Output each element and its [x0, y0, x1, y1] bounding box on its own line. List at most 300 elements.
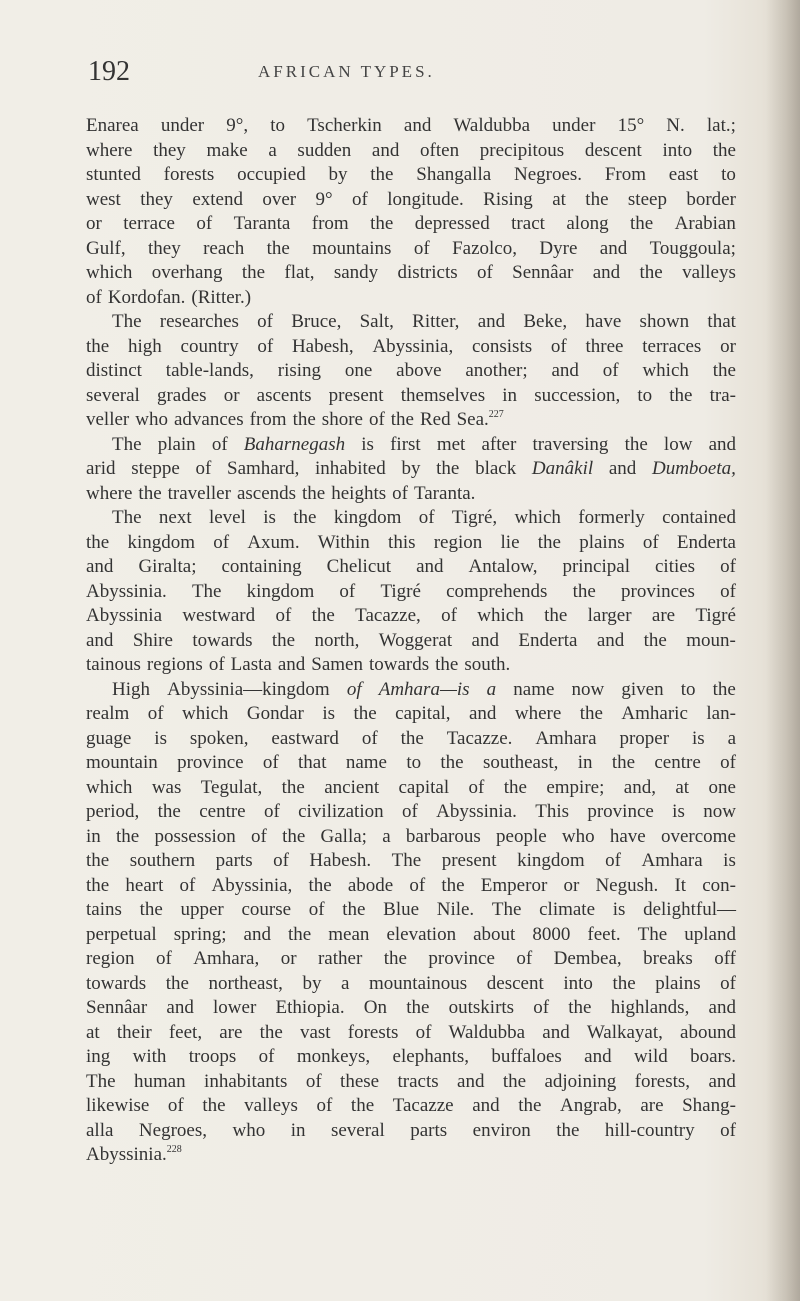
- word: have: [609, 825, 646, 847]
- word: and: [166, 997, 194, 1018]
- word: the: [311, 605, 335, 626]
- word: lan-: [706, 703, 736, 724]
- word: the: [350, 1095, 375, 1116]
- word: several: [330, 1119, 385, 1141]
- word: Amhara,: [193, 948, 260, 969]
- word: is: [154, 727, 167, 749]
- word: and: [596, 629, 625, 651]
- word: centre: [199, 801, 246, 822]
- word: is: [612, 899, 626, 920]
- word: and: [551, 360, 579, 381]
- word: Fazolco,: [452, 237, 517, 259]
- word: Tigré: [695, 605, 736, 626]
- word: Bruce,: [291, 311, 342, 332]
- word: which: [182, 703, 229, 724]
- word: border: [686, 188, 736, 210]
- word: towards: [368, 654, 430, 675]
- word: of: [179, 874, 196, 896]
- word: plains: [655, 972, 701, 994]
- word: and: [471, 629, 499, 651]
- word: people: [496, 825, 547, 847]
- word: environ: [472, 1119, 531, 1141]
- word: of: [415, 1021, 432, 1043]
- word: the: [293, 507, 317, 528]
- word: Enderta: [676, 531, 736, 553]
- word: regions: [146, 654, 203, 675]
- word: tracts: [397, 1070, 439, 1092]
- word: that: [707, 311, 736, 332]
- word: overcome: [660, 825, 736, 847]
- word: ing: [86, 1046, 111, 1067]
- word: province: [587, 801, 654, 822]
- word: delightful—: [643, 899, 736, 920]
- word: from: [249, 409, 287, 430]
- word: is: [361, 433, 374, 455]
- word: of: [401, 801, 418, 822]
- word: 15°: [617, 115, 645, 136]
- text-line: [86, 800, 736, 825]
- word: is: [263, 507, 276, 528]
- word: of: [275, 605, 292, 626]
- word: adjoining: [544, 1070, 617, 1092]
- word: under: [552, 115, 596, 136]
- word: Amhara—is: [378, 678, 470, 700]
- word: a: [727, 727, 736, 749]
- word: is: [672, 801, 685, 822]
- word: provinces: [621, 580, 695, 602]
- word: wild: [633, 1046, 668, 1067]
- word: where: [86, 139, 133, 161]
- word: the: [116, 825, 140, 847]
- word: over: [262, 188, 297, 210]
- word: is: [322, 703, 336, 724]
- text-line: [86, 996, 736, 1021]
- word: Blue: [383, 899, 420, 920]
- word: the: [271, 629, 296, 651]
- word: the: [503, 776, 527, 798]
- word: of: [392, 482, 408, 504]
- word: spring;: [173, 923, 227, 945]
- word: centre: [654, 752, 701, 773]
- word: of: [263, 801, 280, 822]
- word: The: [391, 850, 422, 871]
- word: of: [257, 335, 274, 357]
- word: present: [328, 384, 384, 406]
- word: kingdom: [333, 507, 402, 528]
- word: steppe: [131, 458, 180, 479]
- word: where: [514, 703, 562, 724]
- word: from: [311, 213, 349, 234]
- word: Enderta: [518, 629, 578, 651]
- word: and: [468, 703, 497, 724]
- word: abode: [347, 874, 394, 896]
- text-line: [86, 433, 736, 458]
- word: often: [420, 139, 460, 161]
- word: districts: [397, 262, 458, 283]
- word: that: [298, 752, 327, 773]
- word: east: [668, 164, 699, 185]
- word: several: [86, 384, 140, 406]
- word: Dyre: [539, 237, 578, 259]
- word: of: [409, 874, 426, 896]
- text-line: [86, 335, 736, 360]
- word: Abyssinia.: [436, 801, 517, 822]
- word: Arabian: [674, 213, 736, 234]
- word: Enarea: [86, 115, 139, 136]
- word: Red: [420, 409, 451, 430]
- text-line: [86, 212, 736, 237]
- word: and: [599, 237, 628, 259]
- word: northeast,: [208, 972, 283, 994]
- word: of: [251, 825, 267, 847]
- word: make: [206, 139, 248, 161]
- body-text: [86, 114, 736, 1168]
- word: of: [195, 458, 212, 479]
- word: north,: [314, 629, 360, 651]
- word: Samen: [311, 654, 363, 675]
- word: Amharic: [621, 703, 688, 724]
- word: the: [440, 752, 464, 773]
- word: ancient: [324, 776, 380, 798]
- word: sandy: [333, 262, 379, 283]
- word: comprehends: [446, 580, 548, 602]
- text-line: [86, 163, 736, 188]
- word: the: [712, 360, 736, 381]
- word: rising: [277, 360, 322, 381]
- word: country: [180, 335, 239, 357]
- word: elevation: [386, 923, 457, 945]
- text-line: [86, 506, 736, 531]
- word: Abyssinia,: [372, 335, 454, 357]
- word: which: [86, 776, 133, 798]
- text-line: [86, 678, 736, 703]
- word: valleys: [682, 262, 736, 283]
- word: above: [396, 360, 442, 381]
- word: lie: [500, 531, 520, 553]
- word: Tacazze,: [355, 605, 421, 626]
- word: Walkayat,: [586, 1021, 663, 1043]
- word: occupied: [237, 164, 306, 185]
- word: 9°: [315, 188, 333, 210]
- word: they: [147, 237, 181, 259]
- text-line: [86, 1119, 736, 1144]
- word: of: [273, 850, 289, 871]
- word: the: [502, 1070, 527, 1092]
- word: On: [363, 997, 388, 1018]
- word: mountains: [312, 237, 392, 259]
- word: and: [708, 1070, 736, 1092]
- word: the: [86, 531, 110, 553]
- word: which: [514, 507, 561, 528]
- word: ascends: [236, 482, 297, 504]
- word: formerly: [578, 507, 645, 528]
- word: 8000: [532, 923, 571, 945]
- word: outskirts: [448, 997, 515, 1018]
- word: or: [280, 948, 297, 969]
- word: three: [585, 335, 624, 357]
- word: Galla;: [320, 825, 367, 847]
- word: by: [401, 458, 421, 479]
- word: Waldubba: [453, 115, 531, 136]
- word: High: [112, 678, 150, 700]
- word: The: [637, 923, 668, 945]
- word: their: [116, 1021, 152, 1043]
- word: of: [211, 433, 228, 455]
- word: perpetual: [86, 923, 157, 945]
- word: in: [290, 1119, 306, 1141]
- word: forests: [163, 164, 215, 185]
- word: of: [550, 335, 567, 357]
- word: the: [639, 262, 663, 283]
- word: the: [436, 458, 460, 479]
- word: capital,: [395, 703, 451, 724]
- word: of: [316, 1095, 333, 1116]
- text-line: [86, 384, 736, 409]
- word: forests,: [634, 1070, 691, 1092]
- word: at: [675, 776, 690, 798]
- text-line: [86, 702, 736, 727]
- word: capital: [398, 776, 450, 798]
- word: Tacazze: [392, 1095, 454, 1116]
- word: The: [112, 311, 142, 332]
- word: the: [139, 899, 163, 920]
- word: mountainous: [369, 972, 468, 994]
- word: Angrab,: [560, 1095, 622, 1116]
- word: rather: [317, 948, 363, 969]
- word: to: [721, 164, 736, 185]
- word: Nile.: [436, 899, 475, 920]
- word: the: [157, 801, 181, 822]
- page-number: 192: [88, 56, 130, 87]
- word: and: [86, 556, 114, 577]
- word: Dembea,: [553, 948, 622, 969]
- word: Shangalla: [416, 164, 492, 185]
- text-line: [86, 604, 736, 629]
- word: The: [112, 433, 142, 455]
- text-line: [86, 874, 736, 899]
- word: Salt,: [359, 311, 394, 332]
- word: and: [542, 1021, 570, 1043]
- text-line: [86, 727, 736, 752]
- word: of: [441, 605, 457, 626]
- word: Axum.: [247, 531, 300, 553]
- word: Baharnegash: [243, 433, 346, 455]
- word: The: [491, 899, 522, 920]
- word: south.: [464, 654, 511, 675]
- word: the: [308, 874, 332, 896]
- word: and: [477, 311, 506, 332]
- word: and: [592, 262, 621, 283]
- word: which: [642, 360, 689, 381]
- word: Touggoula;: [649, 237, 736, 259]
- word: Sennâar: [86, 997, 148, 1018]
- word: Emperor: [480, 874, 548, 896]
- word: the: [86, 850, 110, 871]
- word: the: [406, 997, 430, 1018]
- word: (Ritter.): [191, 286, 252, 308]
- word: terrace: [123, 213, 175, 234]
- word: the: [202, 1095, 226, 1116]
- word: about: [473, 923, 516, 945]
- word: one: [344, 360, 373, 381]
- word: Samhard,: [227, 458, 300, 479]
- word: the: [441, 874, 465, 896]
- word: of: [196, 213, 213, 234]
- text-line: [86, 751, 736, 776]
- word: of: [213, 531, 230, 553]
- word: and,: [623, 776, 656, 798]
- word: Giralta;: [138, 556, 197, 577]
- word: of: [167, 1095, 184, 1116]
- word: barbarous: [405, 825, 481, 847]
- word: Sea.$^{227}$: [456, 409, 504, 430]
- word: guage: [86, 727, 132, 749]
- word: Waldubba: [448, 1021, 526, 1043]
- word: veller: [86, 409, 130, 430]
- word: tra-: [709, 384, 736, 406]
- word: period,: [86, 801, 140, 822]
- word: and: [608, 458, 637, 479]
- word: Negush.: [595, 874, 659, 896]
- text-line: [86, 1021, 736, 1046]
- word: proper: [619, 727, 670, 749]
- word: mean: [328, 923, 370, 945]
- word: plains: [579, 531, 625, 553]
- word: to: [637, 384, 653, 406]
- text-line: [86, 923, 736, 948]
- text-line: [86, 1070, 736, 1095]
- word: of: [720, 1119, 736, 1141]
- word: moun-: [686, 629, 736, 651]
- word: Habesh,: [291, 335, 354, 357]
- word: the: [86, 335, 110, 357]
- word: grades: [156, 384, 207, 406]
- word: who: [135, 409, 168, 430]
- word: The: [112, 507, 142, 528]
- word: Sennâar: [512, 262, 574, 283]
- word: of: [147, 703, 164, 724]
- word: kingdom: [127, 531, 196, 553]
- text-line: [86, 972, 736, 997]
- word: and: [416, 556, 444, 577]
- word: of: [262, 752, 279, 773]
- word: Rising: [483, 188, 533, 210]
- word: researches: [159, 311, 239, 332]
- word: of: [516, 948, 533, 969]
- word: likewise: [86, 1095, 150, 1116]
- word: and: [584, 1046, 612, 1067]
- word: table-lands,: [165, 360, 254, 381]
- word: province: [177, 752, 244, 773]
- word: in: [577, 752, 593, 773]
- word: tains: [86, 899, 122, 920]
- word: the: [630, 213, 654, 234]
- word: the: [241, 262, 266, 283]
- word: to: [406, 752, 422, 773]
- word: of: [477, 262, 493, 283]
- text-line: [86, 849, 736, 874]
- word: Shire: [132, 629, 173, 651]
- text-line: [86, 776, 736, 801]
- word: Dumboeta,: [651, 458, 736, 479]
- word: of: [339, 580, 356, 602]
- word: or: [720, 335, 736, 357]
- word: of: [720, 752, 736, 773]
- word: flat,: [284, 262, 315, 283]
- word: or: [563, 874, 580, 896]
- word: of: [720, 556, 736, 577]
- word: It: [674, 874, 687, 896]
- word: under: [160, 115, 205, 136]
- text-line: [86, 555, 736, 580]
- text-line: [86, 482, 736, 507]
- word: are: [640, 1095, 664, 1116]
- word: in: [502, 384, 518, 406]
- word: the: [556, 1119, 580, 1141]
- word: southern: [129, 850, 196, 871]
- word: inhabited: [315, 458, 386, 479]
- word: the: [342, 899, 366, 920]
- word: or: [86, 213, 102, 234]
- word: a: [382, 825, 391, 847]
- word: sudden: [297, 139, 352, 161]
- word: low: [663, 433, 693, 455]
- word: the: [302, 482, 326, 504]
- word: terraces: [642, 335, 702, 357]
- word: mountain: [86, 752, 158, 773]
- word: at: [552, 188, 566, 210]
- word: first: [390, 433, 421, 455]
- word: descent: [486, 972, 544, 994]
- word: climate: [539, 899, 596, 920]
- text-line: [86, 261, 736, 286]
- word: eastward: [271, 727, 339, 749]
- word: westward: [182, 605, 256, 626]
- word: of: [208, 654, 225, 675]
- word: who: [232, 1119, 266, 1141]
- word: hill-country: [604, 1119, 695, 1141]
- word: the: [282, 825, 306, 847]
- word: the: [165, 972, 189, 994]
- word: now: [571, 678, 605, 700]
- text-line: [86, 898, 736, 923]
- word: vast: [299, 1021, 331, 1043]
- word: high: [127, 335, 162, 357]
- word: the: [288, 923, 312, 945]
- word: by: [302, 972, 322, 994]
- text-line: [86, 825, 736, 850]
- word: into: [662, 139, 693, 161]
- word: upland: [684, 923, 736, 945]
- word: Lasta: [230, 654, 272, 675]
- word: and: [457, 1070, 485, 1092]
- word: Abyssinia.: [86, 580, 167, 602]
- word: of: [605, 850, 621, 871]
- word: the: [400, 727, 424, 749]
- word: have: [585, 311, 622, 332]
- word: course: [241, 899, 292, 920]
- word: the: [383, 948, 407, 969]
- word: in: [86, 825, 101, 847]
- word: who: [561, 825, 595, 847]
- text-line: [86, 531, 736, 556]
- word: succession,: [534, 384, 621, 406]
- text-line: [86, 310, 736, 335]
- word: the: [537, 531, 561, 553]
- word: Antalow,: [468, 556, 538, 577]
- word: Amhara: [535, 727, 597, 749]
- word: the: [259, 1021, 283, 1043]
